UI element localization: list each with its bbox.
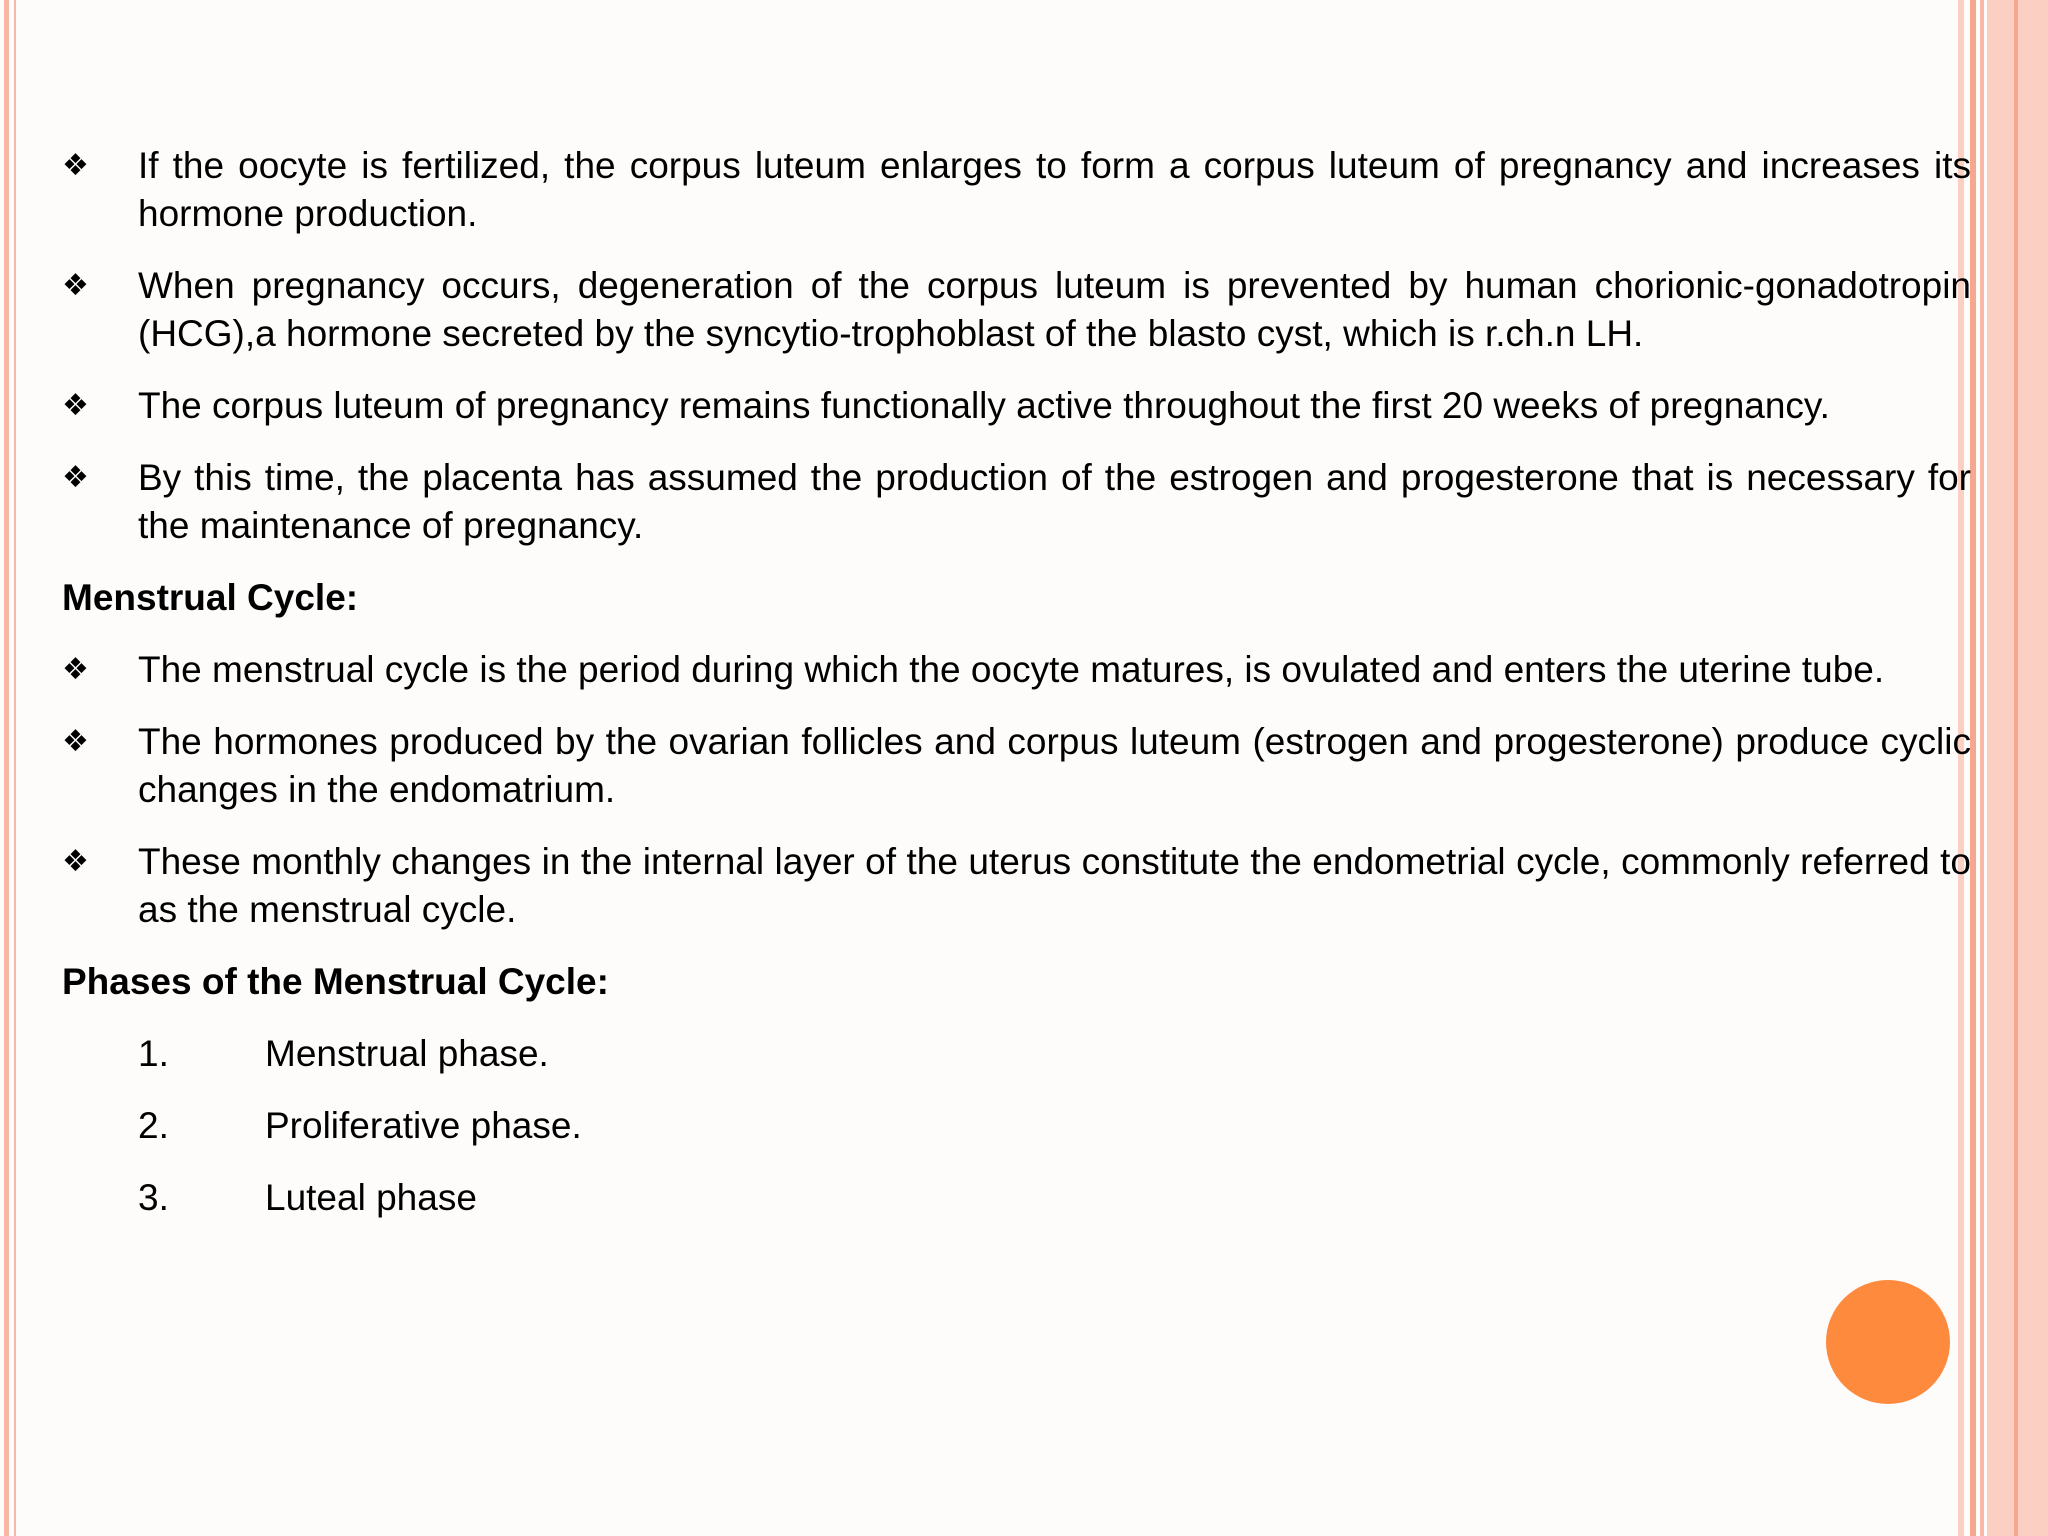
diamond-bullet-icon: ❖ <box>62 388 89 423</box>
phase-text: Menstrual phase. <box>265 1033 549 1074</box>
bullet-text: If the oocyte is fertilized, the corpus luteum enlarges to form a corpus luteum of pregnancy and increases its hormone production. <box>138 145 1971 234</box>
bullet-text: The hormones produced by the ovarian follicles and corpus luteum (estrogen and progesterone) produce cyclic changes in the endomatrium. <box>138 721 1971 810</box>
decorative-circle <box>1826 1280 1950 1404</box>
section-heading-menstrual-cycle: Menstrual Cycle: <box>62 577 359 618</box>
right-band-gap <box>1984 0 1987 1536</box>
section-heading-phases: Phases of the Menstrual Cycle: <box>62 961 609 1002</box>
bullet-item <box>62 262 1971 358</box>
left-border-line <box>4 0 9 1536</box>
diamond-bullet-icon: ❖ <box>62 724 89 759</box>
phase-list-item <box>62 1174 1971 1222</box>
bullet-item <box>62 454 1971 550</box>
diamond-bullet-icon: ❖ <box>62 148 89 183</box>
phase-list-item <box>62 1102 1971 1150</box>
bullet-text: The corpus luteum of pregnancy remains functionally active throughout the first 20 weeks of pregnancy. <box>138 385 1830 426</box>
phase-list-item <box>62 1030 1971 1078</box>
phase-text: Proliferative phase. <box>265 1105 582 1146</box>
diamond-bullet-icon: ❖ <box>62 844 89 879</box>
phase-number: 1. <box>138 1033 169 1074</box>
bullet-text: These monthly changes in the internal layer of the uterus constitute the endometrial cycle, commonly referred to as the menstrual cycle. <box>138 841 1971 930</box>
bullet-item <box>62 382 1971 430</box>
diamond-bullet-icon: ❖ <box>62 268 89 303</box>
bullet-item <box>62 838 1971 934</box>
slide-content <box>62 142 1971 1246</box>
diamond-bullet-icon: ❖ <box>62 652 89 687</box>
phase-text: Luteal phase <box>265 1177 477 1218</box>
bullet-text: By this time, the placenta has assumed the production of the estrogen and progesterone that is necessary for the maintenance of pregnancy. <box>138 457 1971 546</box>
bullet-text: The menstrual cycle is the period during which the oocyte matures, is ovulated and enters the uterine tube. <box>138 649 1885 690</box>
right-band-stripe <box>2014 0 2018 1536</box>
phase-number: 3. <box>138 1177 169 1218</box>
bullet-item <box>62 646 1971 694</box>
left-border-line-thin <box>14 0 16 1536</box>
bullet-item <box>62 142 1971 238</box>
phase-number: 2. <box>138 1105 169 1146</box>
bullet-item <box>62 718 1971 814</box>
diamond-bullet-icon: ❖ <box>62 460 89 495</box>
bullet-text: When pregnancy occurs, degeneration of the corpus luteum is prevented by human chorionic-gonadotropin (HCG),a hormone secreted by the syncytio-trophoblast of the blasto cyst, which is r.ch.n LH. <box>138 265 1971 354</box>
